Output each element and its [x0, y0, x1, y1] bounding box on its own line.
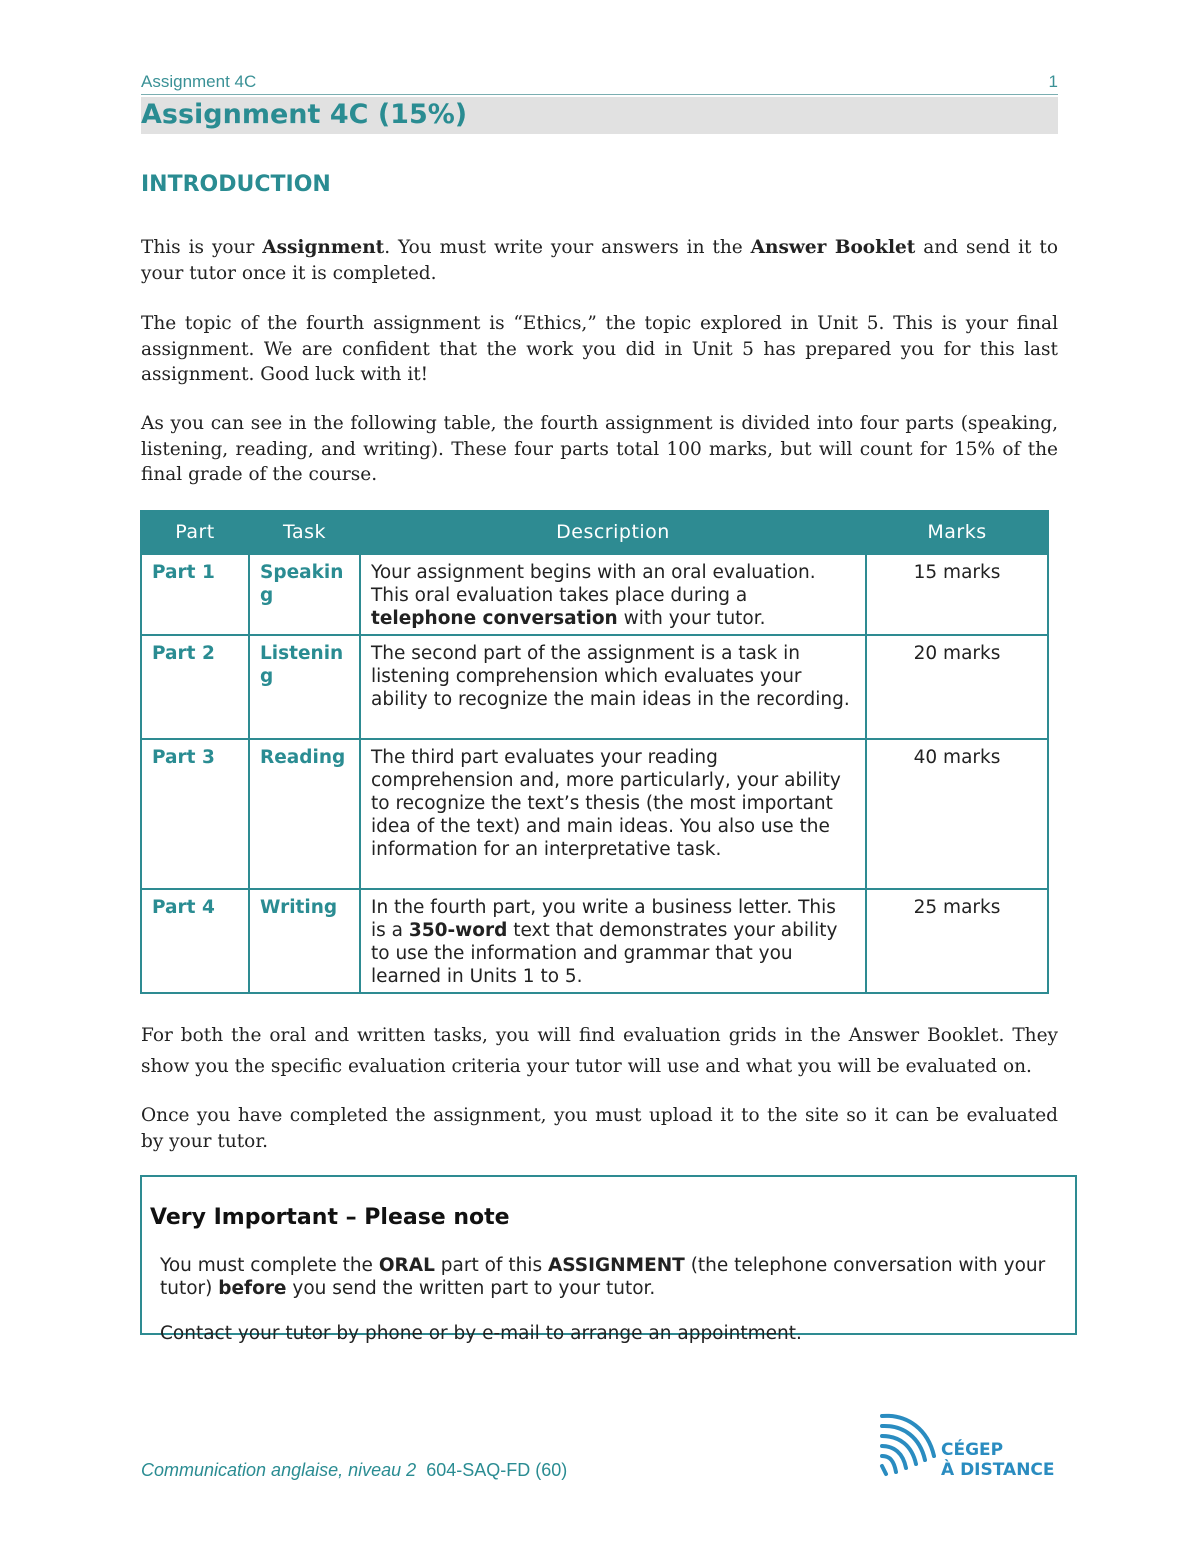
footer-course: Communication anglaise, niveau 2 604-SAQ-FD (60) [141, 1460, 568, 1480]
assignment-parts-table [140, 510, 1049, 994]
part-cell: Part 3 [141, 739, 249, 889]
important-note-box [140, 1175, 1077, 1344]
description-cell: The third part evaluates your reading comprehension and, more particularly, your ability to recognize the text’s thesis (the most important idea of the text) and main ideas. You also use the information for an interpretative task. [360, 739, 866, 889]
paragraph-5: Once you have completed the assignment, you must upload it to the site so it can be evaluated by your tutor. [141, 1105, 1058, 1152]
note-line-1: You must complete the ORAL part of this ASSIGNMENT (the telephone conversation with your tutor) before you send the written part to your tutor. [160, 1255, 1046, 1299]
task-cell: Speaking [249, 554, 360, 635]
table-header-row [141, 511, 1048, 554]
footer-code: 604-SAQ-FD (60) [426, 1460, 568, 1480]
assignment-bold: Assignment [262, 237, 385, 258]
description-cell: The second part of the assignment is a task in listening comprehension which evaluates your ability to recognize the main ideas in the recording. [360, 635, 866, 739]
header-description: Description [360, 511, 866, 554]
running-title: Assignment 4C [141, 72, 257, 91]
title-bar [141, 97, 1058, 134]
description-cell: Your assignment begins with an oral evaluation. This oral evaluation takes place during a telephone conversation with your tutor. [360, 554, 866, 635]
paragraph-1: This is your Assignment. You must write your answers in the Answer Booklet and send it to your tutor once it is completed. [141, 237, 1058, 284]
paragraph-3: As you can see in the following table, the fourth assignment is divided into four parts (speaking, listening, reading, and writing). These four parts total 100 marks, but will count for 15% of the final grade of the course. [141, 413, 1058, 485]
header-task: Task [249, 511, 360, 554]
marks-cell: 15 marks [866, 554, 1048, 635]
table-row [141, 635, 1048, 739]
part-cell: Part 4 [141, 889, 249, 993]
table-row [141, 739, 1048, 889]
paragraph-4: For both the oral and written tasks, you will find evaluation grids in the Answer Booklet. They show you the specific evaluation criteria your tutor will use and what you will be evaluated on. [141, 1025, 1058, 1077]
note-title: Very Important – Please note [150, 1205, 510, 1230]
table-row [141, 889, 1048, 993]
paragraph-2: The topic of the fourth assignment is “Ethics,” the topic explored in Unit 5. This is your final assignment. We are confident that the work you did in Unit 5 has prepared you for this last assignment. Good luck with it! [141, 313, 1058, 385]
running-header [141, 70, 1058, 95]
marks-cell: 25 marks [866, 889, 1048, 993]
page-title: Assignment 4C (15%) [141, 99, 468, 130]
task-cell: Writing [249, 889, 360, 993]
table-row [141, 554, 1048, 635]
header-marks: Marks [866, 511, 1048, 554]
task-cell: Reading [249, 739, 360, 889]
logo-wordmark: CÉGEP À DISTANCE [941, 1440, 1055, 1480]
task-cell: Listening [249, 635, 360, 739]
page-number: 1 [1048, 72, 1058, 91]
description-cell: In the fourth part, you write a business letter. This is a 350-word text that demonstrates your ability to use the information and grammar that you learned in Units 1 to 5. [360, 889, 866, 993]
part-cell: Part 1 [141, 554, 249, 635]
marks-cell: 40 marks [866, 739, 1048, 889]
note-line-2: Contact your tutor by phone or by e-mail to arrange an appointment. [160, 1323, 802, 1344]
header-part: Part [141, 511, 249, 554]
part-cell: Part 2 [141, 635, 249, 739]
marks-cell: 20 marks [866, 635, 1048, 739]
answer-booklet-bold: Answer Booklet [750, 237, 916, 258]
intro-heading: INTRODUCTION [141, 172, 331, 197]
